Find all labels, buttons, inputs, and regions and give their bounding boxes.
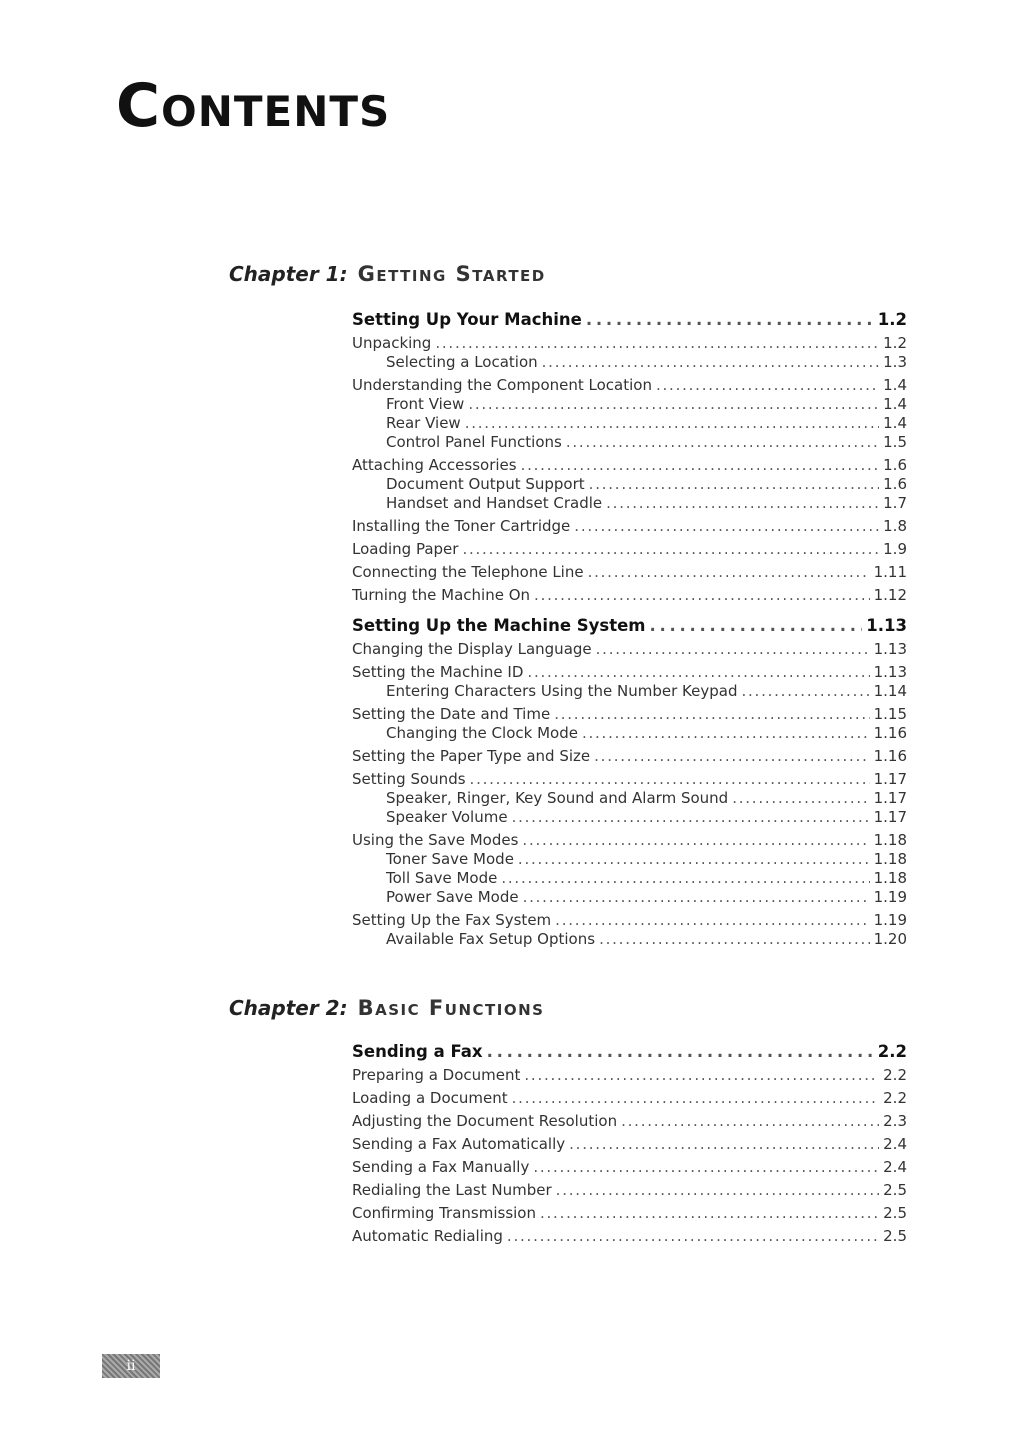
toc-page-number: 2.4 (883, 1158, 907, 1176)
toc-entry-title: Changing the Clock Mode (386, 724, 578, 742)
toc-entry-title: Setting Sounds (352, 770, 466, 788)
dot-leader (596, 640, 870, 659)
dot-leader (594, 747, 869, 766)
toc-entry[interactable] (352, 789, 907, 808)
toc-page-number: 1.20 (873, 930, 907, 948)
toc-page-number: 1.7 (883, 494, 907, 512)
toc-page-number: 1.4 (883, 395, 907, 413)
toc-section-heading[interactable] (352, 308, 907, 332)
dot-leader (556, 1181, 879, 1200)
dot-leader (524, 1066, 879, 1085)
toc-entry[interactable] (352, 334, 907, 353)
toc-page-number: 2.5 (883, 1204, 907, 1222)
toc-entry-title: Attaching Accessories (352, 456, 517, 474)
toc-entry[interactable] (352, 705, 907, 724)
toc-entry-title: Unpacking (352, 334, 432, 352)
toc-entry[interactable] (352, 414, 907, 433)
toc-page-number: 1.13 (866, 616, 907, 635)
toc-page-number: 1.11 (873, 563, 907, 581)
toc-page-number: 1.2 (877, 310, 907, 329)
toc-entry[interactable] (352, 1181, 907, 1200)
dot-leader (501, 869, 869, 888)
toc-page-number: 1.19 (873, 888, 907, 906)
toc-entry-title: Sending a Fax Automatically (352, 1135, 566, 1153)
toc-page-number: 1.9 (883, 540, 907, 558)
toc-entry[interactable] (352, 831, 907, 850)
toc-entry[interactable] (352, 808, 907, 827)
toc-page-number: 2.2 (877, 1042, 907, 1061)
page-title: Contents (116, 71, 391, 141)
toc-page-number: 1.14 (873, 682, 907, 700)
dot-leader (588, 563, 870, 582)
toc-page-number: 1.4 (883, 414, 907, 432)
toc-entry[interactable] (352, 682, 907, 701)
toc-entry-title: Setting the Date and Time (352, 705, 551, 723)
toc-entry-title: Rear View (386, 414, 461, 432)
toc-page-number: 1.15 (873, 705, 907, 723)
page-number: ii (126, 1358, 136, 1374)
toc-entry[interactable] (352, 1066, 907, 1085)
toc-page-number: 1.16 (873, 724, 907, 742)
dot-leader (554, 705, 869, 724)
toc-entry[interactable] (352, 1158, 907, 1177)
toc-page-number: 2.3 (883, 1112, 907, 1130)
dot-leader (435, 334, 879, 353)
toc-entry-title: Loading a Document (352, 1089, 508, 1107)
chapter-2-toc (352, 1040, 907, 1246)
toc-entry-title: Front View (386, 395, 465, 413)
toc-entry[interactable] (352, 770, 907, 789)
toc-entry-title: Toll Save Mode (386, 869, 498, 887)
toc-entry[interactable] (352, 517, 907, 536)
toc-entry-title: Confirming Transmission (352, 1204, 536, 1222)
toc-page-number: 1.18 (873, 850, 907, 868)
toc-entry[interactable] (352, 1204, 907, 1223)
dot-leader (518, 850, 870, 869)
dot-leader (527, 663, 869, 682)
dot-leader (589, 475, 879, 494)
toc-entry[interactable] (352, 1089, 907, 1108)
toc-entry[interactable] (352, 353, 907, 372)
chapter-2-heading (229, 996, 544, 1020)
toc-entry[interactable] (352, 869, 907, 888)
toc-entry[interactable] (352, 888, 907, 907)
toc-entry-title: Loading Paper (352, 540, 459, 558)
toc-page-number: 1.17 (873, 789, 907, 807)
dot-leader (470, 770, 870, 789)
toc-entry-title: Adjusting the Document Resolution (352, 1112, 618, 1130)
toc-entry[interactable] (352, 395, 907, 414)
toc-entry-title: Setting the Machine ID (352, 663, 524, 681)
toc-entry-title: Installing the Toner Cartridge (352, 517, 571, 535)
toc-entry-title: Entering Characters Using the Number Keypad (386, 682, 738, 700)
chapter-title: Basic Functions (357, 996, 545, 1020)
dot-leader (621, 1112, 879, 1131)
toc-page-number: 2.5 (883, 1227, 907, 1245)
toc-page-number: 2.4 (883, 1135, 907, 1153)
toc-page-number: 2.5 (883, 1181, 907, 1199)
chapter-1-toc (352, 308, 907, 949)
chapter-1-heading (229, 262, 546, 286)
toc-entry[interactable] (352, 456, 907, 475)
dot-leader (533, 1158, 879, 1177)
chapter-title: Getting Started (357, 262, 546, 286)
dot-leader (574, 517, 879, 536)
dot-leader (512, 808, 870, 827)
toc-entry[interactable] (352, 1112, 907, 1131)
dot-leader (566, 433, 879, 452)
toc-page-number: 1.12 (873, 586, 907, 604)
toc-entry-title: Speaker Volume (386, 808, 508, 826)
toc-page-number: 1.19 (873, 911, 907, 929)
toc-entry-title: Sending a Fax (352, 1042, 483, 1061)
dot-leader (542, 353, 879, 372)
toc-entry-title: Preparing a Document (352, 1066, 521, 1084)
toc-entry[interactable] (352, 540, 907, 559)
toc-entry-title: Understanding the Component Location (352, 376, 652, 394)
dot-leader (534, 586, 870, 605)
dot-leader (512, 1089, 879, 1108)
toc-entry-title: Speaker, Ringer, Key Sound and Alarm Sound (386, 789, 729, 807)
toc-entry-title: Setting Up the Fax System (352, 911, 552, 929)
toc-entry-title: Setting Up Your Machine (352, 310, 582, 329)
toc-page-number: 1.18 (873, 831, 907, 849)
toc-page-number: 1.13 (873, 663, 907, 681)
dot-leader (507, 1227, 879, 1246)
dot-leader (521, 456, 879, 475)
toc-entry[interactable] (352, 640, 907, 659)
toc-entry-title: Available Fax Setup Options (386, 930, 596, 948)
dot-leader (540, 1204, 879, 1223)
toc-page-number: 1.8 (883, 517, 907, 535)
dot-leader (732, 789, 869, 808)
toc-entry-title: Power Save Mode (386, 888, 519, 906)
toc-page-number: 1.2 (883, 334, 907, 352)
toc-entry[interactable] (352, 930, 907, 949)
toc-section-heading[interactable] (352, 614, 907, 638)
toc-entry[interactable] (352, 494, 907, 513)
toc-entry-title: Toner Save Mode (386, 850, 514, 868)
chapter-label: Chapter 2: (229, 996, 348, 1020)
toc-page-number: 1.17 (873, 808, 907, 826)
toc-entry[interactable] (352, 475, 907, 494)
toc-entry-title: Using the Save Modes (352, 831, 519, 849)
dot-leader (599, 930, 870, 949)
toc-section-heading[interactable] (352, 1040, 907, 1064)
dot-leader (555, 911, 869, 930)
toc-page-number: 2.2 (883, 1066, 907, 1084)
toc-entry-title: Changing the Display Language (352, 640, 592, 658)
toc-page-number: 1.5 (883, 433, 907, 451)
dot-leader (586, 308, 874, 332)
dot-leader (462, 540, 879, 559)
toc-entry-title: Connecting the Telephone Line (352, 563, 584, 581)
toc-entry-title: Setting Up the Machine System (352, 616, 646, 635)
toc-entry[interactable] (352, 747, 907, 766)
toc-page-number: 1.17 (873, 770, 907, 788)
dot-leader (523, 888, 870, 907)
toc-page-number: 1.6 (883, 456, 907, 474)
dot-leader (522, 831, 869, 850)
toc-page-number: 1.13 (873, 640, 907, 658)
toc-page-number: 1.16 (873, 747, 907, 765)
dot-leader (649, 614, 862, 638)
dot-leader (606, 494, 879, 513)
toc-entry[interactable] (352, 1135, 907, 1154)
toc-entry[interactable] (352, 563, 907, 582)
toc-entry[interactable] (352, 1227, 907, 1246)
toc-entry-title: Selecting a Location (386, 353, 538, 371)
toc-page-number: 2.2 (883, 1089, 907, 1107)
toc-page-number: 1.3 (883, 353, 907, 371)
dot-leader (569, 1135, 879, 1154)
toc-entry[interactable] (352, 724, 907, 743)
dot-leader (656, 376, 879, 395)
toc-entry[interactable] (352, 433, 907, 452)
dot-leader (465, 414, 879, 433)
toc-entry[interactable] (352, 586, 907, 605)
toc-page-number: 1.4 (883, 376, 907, 394)
toc-page-number: 1.18 (873, 869, 907, 887)
toc-entry[interactable] (352, 376, 907, 395)
chapter-label: Chapter 1: (229, 262, 348, 286)
toc-entry[interactable] (352, 663, 907, 682)
dot-leader (741, 682, 869, 701)
toc-entry-title: Sending a Fax Manually (352, 1158, 530, 1176)
toc-page-number: 1.6 (883, 475, 907, 493)
toc-entry-title: Setting the Paper Type and Size (352, 747, 591, 765)
toc-entry-title: Automatic Redialing (352, 1227, 503, 1245)
toc-entry-title: Handset and Handset Cradle (386, 494, 603, 512)
page-number-tab (102, 1354, 160, 1378)
dot-leader (468, 395, 879, 414)
toc-entry-title: Document Output Support (386, 475, 585, 493)
toc-entry[interactable] (352, 911, 907, 930)
dot-leader (487, 1040, 874, 1064)
toc-entry-title: Control Panel Functions (386, 433, 562, 451)
dot-leader (582, 724, 870, 743)
toc-entry-title: Redialing the Last Number (352, 1181, 552, 1199)
toc-entry-title: Turning the Machine On (352, 586, 531, 604)
toc-entry[interactable] (352, 850, 907, 869)
